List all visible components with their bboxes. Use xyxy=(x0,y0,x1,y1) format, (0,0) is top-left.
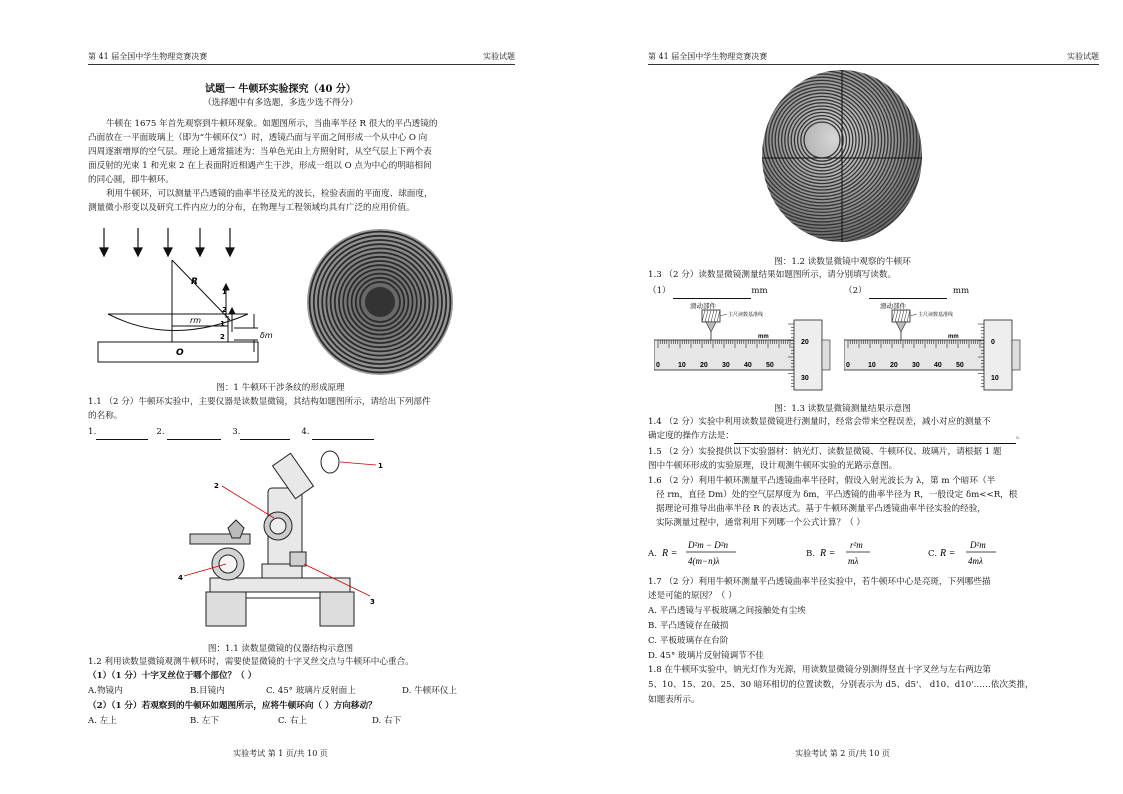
svg-text:R =: R = xyxy=(940,548,956,559)
question-1-6-cont: 径 rm，直径 Dm）处的空气层厚度为 δm，平凸透镜的曲率半径为 R，一般设定 δm<<R，根 xyxy=(656,490,1018,500)
question-1-1: 1.1 （2 分）牛顿环实验中，主要仪器是读数显微镜，其结构如题图所示，请给出下列部件 xyxy=(88,397,431,407)
intro-line: 牛顿在 1675 年首先观察到牛顿环现象。如题图所示，当曲率半径 R 很大的平凸透镜的 xyxy=(106,119,438,129)
drum-tick-label: 0 xyxy=(991,339,995,346)
question-1-2: 1.2 利用读数显微镜观测牛顿环时，需要使显微镜的十字叉丝交点与牛顿环中心重合。 xyxy=(88,657,414,667)
intro-line: 测量微小形变以及研究工件内应力的分布，在物理与工程领域均具有广泛的应用价值。 xyxy=(88,203,415,213)
main-scale-tick-label: 20 xyxy=(700,362,708,369)
label-R: R xyxy=(191,277,198,287)
reference-line-label: 主尺读数基准线 xyxy=(728,312,764,318)
option-b[interactable]: B. 左下 xyxy=(190,716,219,726)
formula-option-a xyxy=(662,536,742,570)
formula-option-a-label[interactable]: A. xyxy=(648,549,657,559)
question-1-6-cont: 实际测量过程中，通常利用下列哪一个公式计算？（ ） xyxy=(656,518,865,528)
microscope-view-photo xyxy=(760,68,924,244)
question-1-8-cont: 如题表所示。 xyxy=(648,695,700,705)
question-1-6: 1.6 （2 分）利用牛顿环测量平凸透镜曲率半径时，假设入射光波长为 λ，第 m 个暗环（半 xyxy=(648,476,996,486)
formula-option-c-label[interactable]: C. xyxy=(928,549,938,559)
intro-line: 的同心圆，即牛顿环。 xyxy=(88,175,174,185)
drum-tick-label: 30 xyxy=(801,375,809,382)
scope-label-1: 1 xyxy=(378,462,383,470)
scope-label-4: 4 xyxy=(178,574,183,582)
main-scale-tick-label: 20 xyxy=(890,362,898,369)
main-scale-tick-label: 50 xyxy=(956,362,964,369)
label-rm: rm xyxy=(190,316,202,325)
main-scale-tick-label: 30 xyxy=(912,362,920,369)
option-c[interactable]: C. 右上 xyxy=(278,716,307,726)
option-c[interactable]: C. 45° 玻璃片反射面上 xyxy=(266,686,356,696)
question-1-2-1: （1）（1 分）十字叉丝位于哪个部位？（ ） xyxy=(88,671,257,681)
label-O: O xyxy=(176,348,184,358)
blank-3[interactable] xyxy=(240,430,290,440)
slide-part-label: 滑动部件 xyxy=(690,302,716,310)
unit-label: mm xyxy=(948,334,959,340)
svg-text:D²m − D²n: D²m − D²n xyxy=(688,540,728,550)
question-1-2-2: （2）（1 分）若观察到的牛顿环如题图所示，应将牛顿环向（ ）方向移动？ xyxy=(88,701,377,711)
problem-title: 试题一 牛顿环实验探究（40 分） xyxy=(205,84,356,95)
answer-blanks-1-3b: （2） mm xyxy=(844,285,969,299)
svg-text:4mλ: 4mλ xyxy=(968,556,983,566)
svg-text:R =: R = xyxy=(820,548,836,559)
page-header xyxy=(88,48,515,65)
question-1-7: 1.7 （2 分）利用牛顿环测量平凸透镜曲率半径实验中，若牛顿环中心是亮斑，下列哪些描 xyxy=(648,577,991,587)
formula-option-c xyxy=(940,536,1004,570)
question-1-1-cont: 的名称。 xyxy=(88,411,123,421)
question-1-8-cont: 5、10、15、20、25、30 暗环相切的位置读数，分别表示为 d5、d5'、 d10、d10'……依次类推， xyxy=(648,680,1034,690)
page-2 xyxy=(562,0,1123,794)
main-scale-tick-label: 40 xyxy=(744,362,752,369)
main-scale-tick-label: 40 xyxy=(934,362,942,369)
micrometer-scale-2 xyxy=(844,300,1024,398)
svg-text:D²m: D²m xyxy=(970,540,986,550)
option-d[interactable]: D. 45° 玻璃片反射镜调节不佳 xyxy=(648,651,764,661)
reference-line-label: 主尺读数基准线 xyxy=(918,312,954,318)
question-1-8: 1.8 在牛顿环实验中，钠光灯作为光源，用读数显微镜分别测得竖直十字叉丝与左右两边第 xyxy=(648,665,991,675)
reading-microscope-diagram xyxy=(170,448,390,634)
header-left: 第 41 届全国中学生物理竞赛决赛 xyxy=(648,52,768,61)
label-delta-m: δm xyxy=(260,331,273,340)
question-1-7-cont: 述是可能的原因？（ ） xyxy=(648,591,737,601)
main-scale-tick-label: 0 xyxy=(846,362,850,369)
page-footer: 实验考试 第 1 页/共 10 页 xyxy=(233,749,328,758)
blank-2[interactable] xyxy=(167,430,221,440)
problem-subtitle: （选择题中有多选题，多选少选不得分） xyxy=(203,98,358,108)
question-1-4: 1.4 （2 分）实验中利用读数显微镜进行测量时，经常会带来空程误差，减小对应的测量不 xyxy=(648,417,991,427)
blank-1[interactable] xyxy=(96,430,148,440)
main-scale-tick-label: 0 xyxy=(656,362,660,369)
header-right: 实验试题 xyxy=(483,52,515,61)
option-c[interactable]: C. 平板玻璃存在台阶 xyxy=(648,636,729,646)
option-b[interactable]: B. 平凸透镜存在破损 xyxy=(648,621,729,631)
drum-tick-label: 20 xyxy=(801,339,809,346)
page-1 xyxy=(0,0,561,794)
reading-1-blank[interactable] xyxy=(673,289,751,299)
formula-option-b xyxy=(820,536,880,570)
answer-blanks-1-3: （1） mm xyxy=(648,285,768,299)
reading-2-blank[interactable] xyxy=(869,289,947,299)
option-a[interactable]: A. 左上 xyxy=(88,716,117,726)
page-header xyxy=(648,48,1099,65)
figure-1-3-caption: 图：1.3 读数显微镜测量结果示意图 xyxy=(774,404,911,414)
main-scale-tick-label: 30 xyxy=(722,362,730,369)
drum-tick-label: 10 xyxy=(991,375,999,382)
main-scale-tick-label: 10 xyxy=(678,362,686,369)
header-right: 实验试题 xyxy=(1067,52,1099,61)
newton-ring-principle-diagram xyxy=(88,222,288,372)
option-d[interactable]: D. 右下 xyxy=(372,716,402,726)
figure-1-1-caption: 图：1.1 读数显微镜的仪器结构示意图 xyxy=(207,644,354,654)
label-beam-1b: 1 xyxy=(220,320,225,328)
option-b[interactable]: B.目镜内 xyxy=(190,686,225,696)
scope-label-2: 2 xyxy=(214,482,219,490)
question-1-6-cont: 据理论可推导出曲率半径 R 的表达式。基于牛顿环测量平凸透镜曲率半径实验的经验， xyxy=(656,504,986,514)
intro-line: 面反射的光束 1 和光束 2 在上表面附近相遇产生干涉，形成一组以 O 点为中心的明暗相间 xyxy=(88,161,432,171)
header-left: 第 41 届全国中学生物理竞赛决赛 xyxy=(88,52,208,61)
label-beam-2b: 2 xyxy=(220,333,225,341)
option-d[interactable]: D. 牛顿环仪上 xyxy=(402,686,458,696)
label-beam-2: 2 xyxy=(222,306,227,314)
answer-blanks-1-1: 1. 2. 3. 4. xyxy=(88,426,374,440)
intro-line: 四周逐渐增厚的空气层。理论上通常描述为：当单色光由上方照射时，从空气层上下两个表 xyxy=(88,147,432,157)
option-a[interactable]: A. 平凸透镜与平板玻璃之间接触处有尘埃 xyxy=(648,606,806,616)
question-1-4-cont: 确定度的操作方法是： 。 xyxy=(648,430,1025,444)
figure-1-2-caption: 图：1.2 读数显微镜中观察的牛顿环 xyxy=(774,257,911,267)
svg-text:mλ: mλ xyxy=(848,556,859,566)
svg-text:R =: R = xyxy=(662,548,678,559)
svg-text:r²m: r²m xyxy=(850,540,863,550)
option-a[interactable]: A.物镜内 xyxy=(88,686,123,696)
svg-text:4(m−n)λ: 4(m−n)λ xyxy=(688,556,720,566)
intro-line: 利用牛顿环，可以测量平凸透镜的曲率半径及光的波长，检验表面的平面度、球面度， xyxy=(106,189,433,199)
micrometer-scale-1 xyxy=(654,300,834,398)
formula-option-b-label[interactable]: B. xyxy=(806,549,816,559)
method-blank[interactable] xyxy=(734,434,1016,444)
scope-label-3: 3 xyxy=(370,598,375,606)
question-1-5-cont: 图中牛顿环形成的实验原理，设计观测牛顿环实验的光路示意图。 xyxy=(648,461,898,471)
page-footer: 实验考试 第 2 页/共 10 页 xyxy=(795,749,890,758)
slide-part-label: 滑动部件 xyxy=(880,302,906,310)
newton-ring-photo xyxy=(306,228,454,376)
question-1-3: 1.3 （2 分）读数显微镜测量结果如题图所示，请分别填写读数。 xyxy=(648,270,897,280)
label-beam-1: 1 xyxy=(222,288,227,296)
main-scale-tick-label: 50 xyxy=(766,362,774,369)
main-scale-tick-label: 10 xyxy=(868,362,876,369)
question-1-5: 1.5 （2 分）实验提供以下实验器材：钠光灯、读数显微镜、牛顿环仪、玻璃片，请根据 1 题 xyxy=(648,447,1002,457)
intro-line: 凸面放在一平面玻璃上（即为“牛顿环仪”）时，透镜凸面与平面之间形成一个从中心 O 向 xyxy=(88,133,428,143)
figure-1-caption: 图：1 牛顿环干涉条纹的形成原理 xyxy=(216,383,345,393)
unit-label: mm xyxy=(758,334,769,340)
blank-4[interactable] xyxy=(312,430,374,440)
